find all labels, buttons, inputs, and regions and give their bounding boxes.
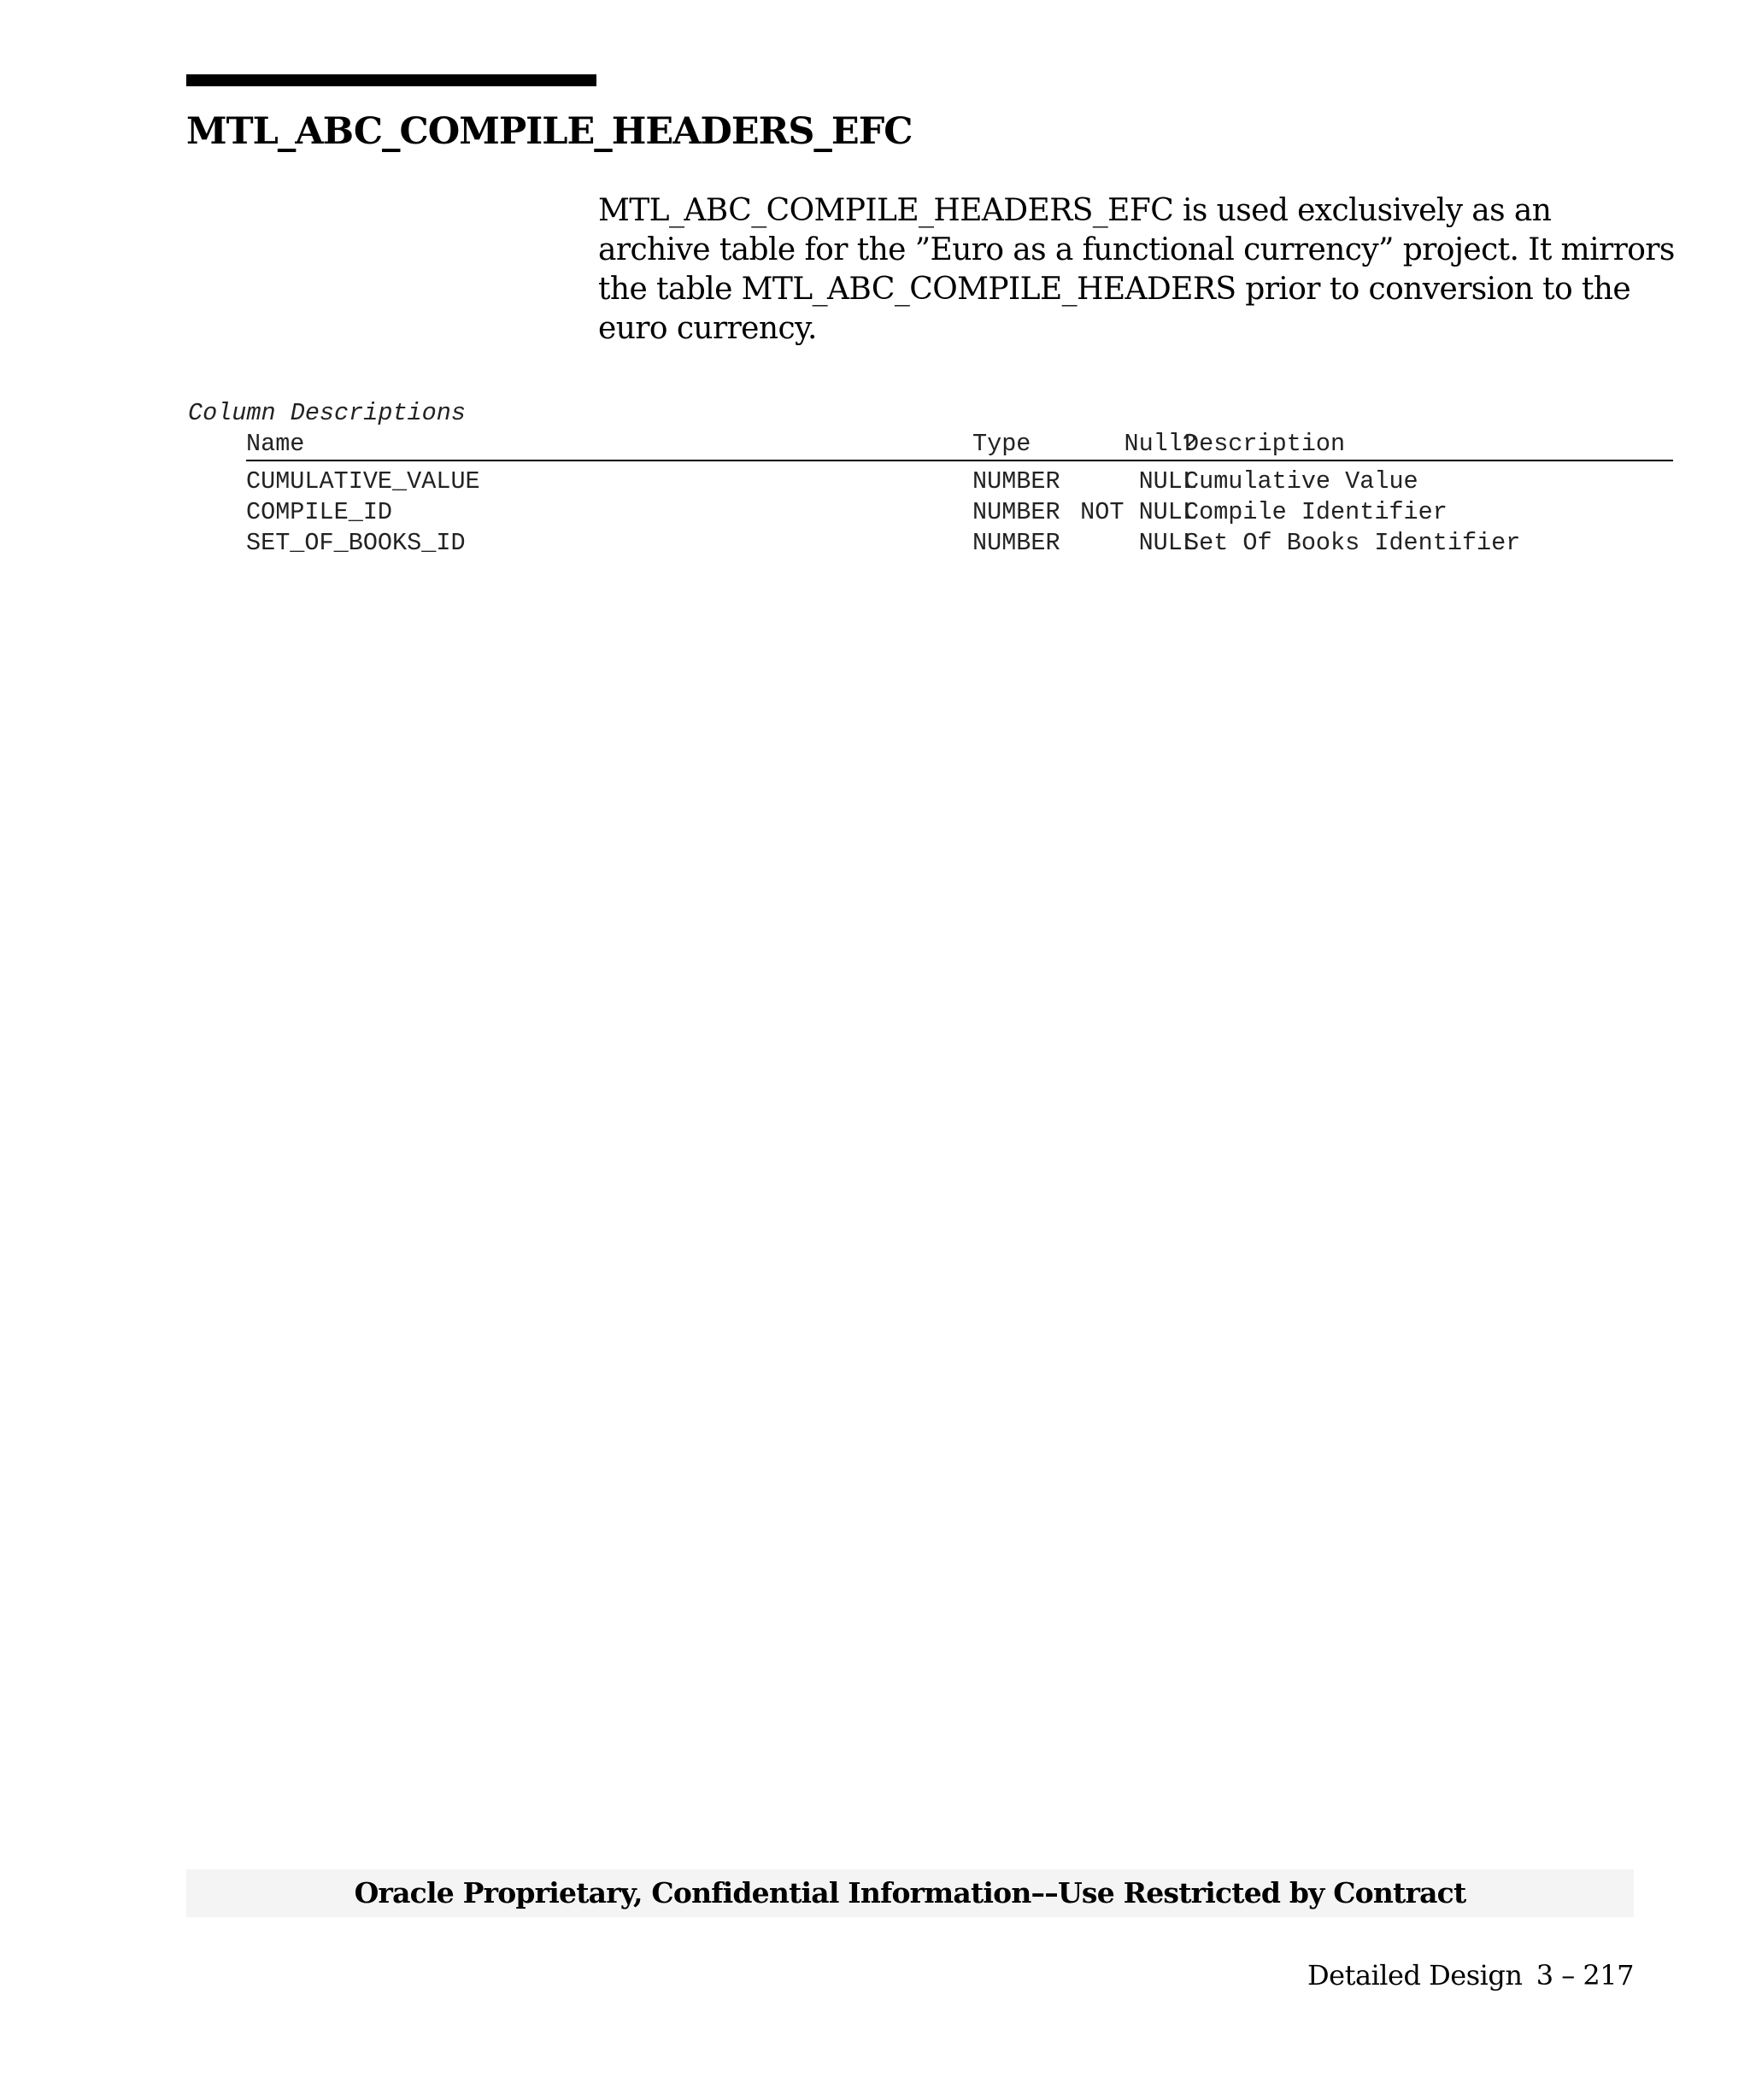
confidential-footer: Oracle Proprietary, Confidential Information––Use Restricted by Contract <box>186 1869 1634 1917</box>
table-body <box>246 466 1673 559</box>
page-number: 3 – 217 <box>1536 1959 1634 1991</box>
intro-line: the table MTL_ABC_COMPILE_HEADERS prior to conversion to the <box>598 272 1631 307</box>
cell-description: Compile Identifier <box>1184 498 1448 526</box>
cell-description: Cumulative Value <box>1184 467 1418 496</box>
intro-paragraph <box>598 191 1675 349</box>
table-header-row <box>246 429 1673 461</box>
header-rule <box>186 74 596 86</box>
cell-null: NULL <box>1138 529 1197 557</box>
table-row <box>246 497 1673 528</box>
cell-description: Set Of Books Identifier <box>1184 529 1521 557</box>
column-descriptions-table <box>246 429 1673 559</box>
intro-line: archive table for the ”Euro as a functional currency” project. It mirrors <box>598 232 1675 267</box>
header-name: Name <box>246 430 305 458</box>
cell-name: CUMULATIVE_VALUE <box>246 467 480 496</box>
cell-name: COMPILE_ID <box>246 498 393 526</box>
table-row <box>246 528 1673 559</box>
section-label: Column Descriptions <box>188 399 466 427</box>
cell-type: NUMBER <box>972 529 1060 557</box>
cell-type: NUMBER <box>972 467 1060 496</box>
cell-name: SET_OF_BOOKS_ID <box>246 529 466 557</box>
cell-null: NOT NULL <box>1080 498 1197 526</box>
header-description: Description <box>1184 430 1346 458</box>
page-title: MTL_ABC_COMPILE_HEADERS_EFC <box>186 110 913 153</box>
header-type: Type <box>972 430 1031 458</box>
cell-null: NULL <box>1138 467 1197 496</box>
cell-type: NUMBER <box>972 498 1060 526</box>
intro-line: MTL_ABC_COMPILE_HEADERS_EFC is used exclusively as an <box>598 193 1552 228</box>
table-row <box>246 466 1673 497</box>
intro-line: euro currency. <box>598 311 817 346</box>
footer-section-name: Detailed Design <box>1307 1959 1523 1991</box>
header-null: Null? <box>1124 430 1197 458</box>
